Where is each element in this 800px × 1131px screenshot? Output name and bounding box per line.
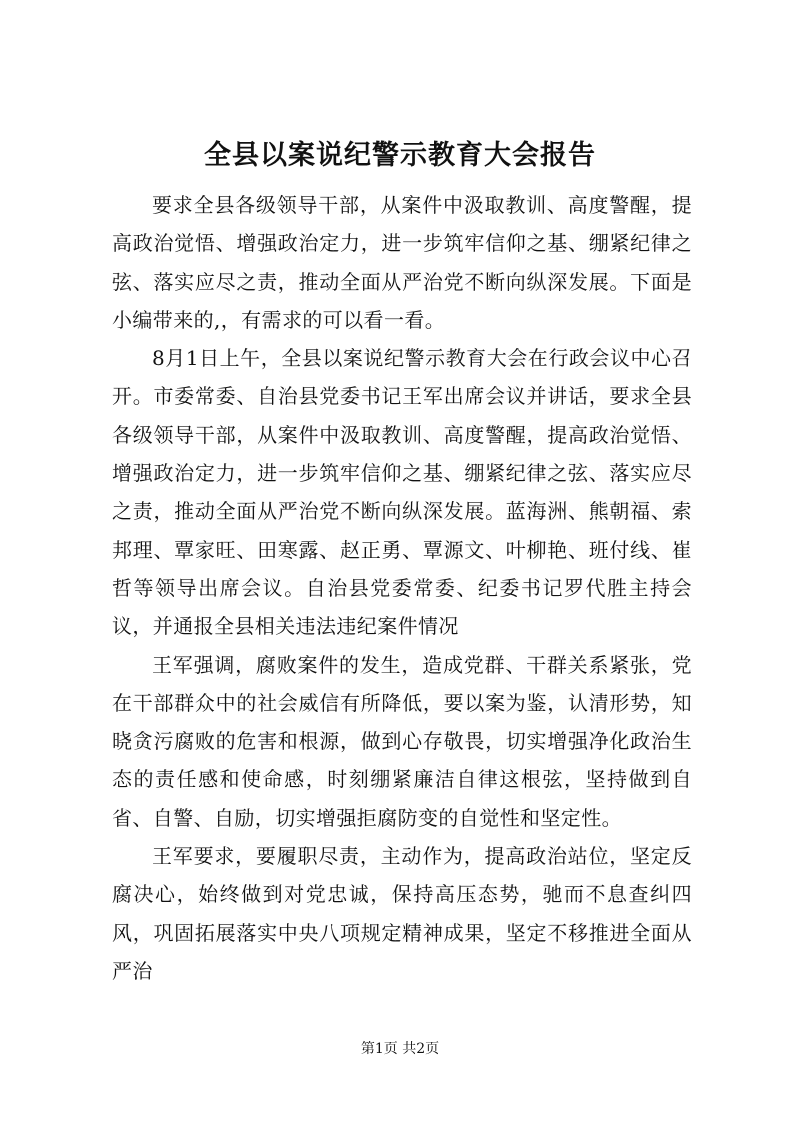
- paragraph-intro: 要求全县各级领导干部，从案件中汲取教训、高度警醒，提高政治觉悟、增强政治定力，进一步筑牢信仰之基、绷紧纪律之弦、落实应尽之责，推动全面从严治党不断向纵深发展。下面是小编带来的,，有需求的可以看一看。: [112, 193, 692, 332]
- document-title: 全县以案说纪警示教育大会报告: [204, 140, 596, 171]
- document-body: [112, 186, 692, 990]
- paragraph-meeting: 8月1日上午，全县以案说纪警示教育大会在行政会议中心召开。市委常委、自治县党委书记王军出席会议并讲话，要求全县各级领导干部，从案件中汲取教训、高度警醒，提高政治觉悟、增强政治定力，进一步筑牢信仰之基、绷紧纪律之弦、落实应尽之责，推动全面从严治党不断向纵深发展。蓝海洲、熊朝福、索邦理、覃家旺、田寒露、赵正勇、覃源文、叶柳艳、班付线、崔哲等领导出席会议。自治县党委常委、纪委书记罗代胜主持会议，并通报全县相关违法违纪案件情况: [112, 346, 692, 639]
- page-number-footer: 第1页 共2页: [360, 1041, 440, 1057]
- paragraph-requirements: 王军要求，要履职尽责，主动作为，提高政治站位，坚定反腐决心，始终做到对党忠诚，保持高压态势，驰而不息查纠四风，巩固拓展落实中央八项规定精神成果，坚定不移推进全面从严治: [112, 844, 692, 983]
- paragraph-emphasis: 王军强调，腐败案件的发生，造成党群、干群关系紧张，党在干部群众中的社会威信有所降低，要以案为鉴，认清形势，知晓贪污腐败的危害和根源，做到心存敬畏，切实增强净化政治生态的责任感和使命感，时刻绷紧廉洁自律这根弦，坚持做到自省、自警、自励，切实增强拒腐防变的自觉性和坚定性。: [112, 652, 692, 830]
